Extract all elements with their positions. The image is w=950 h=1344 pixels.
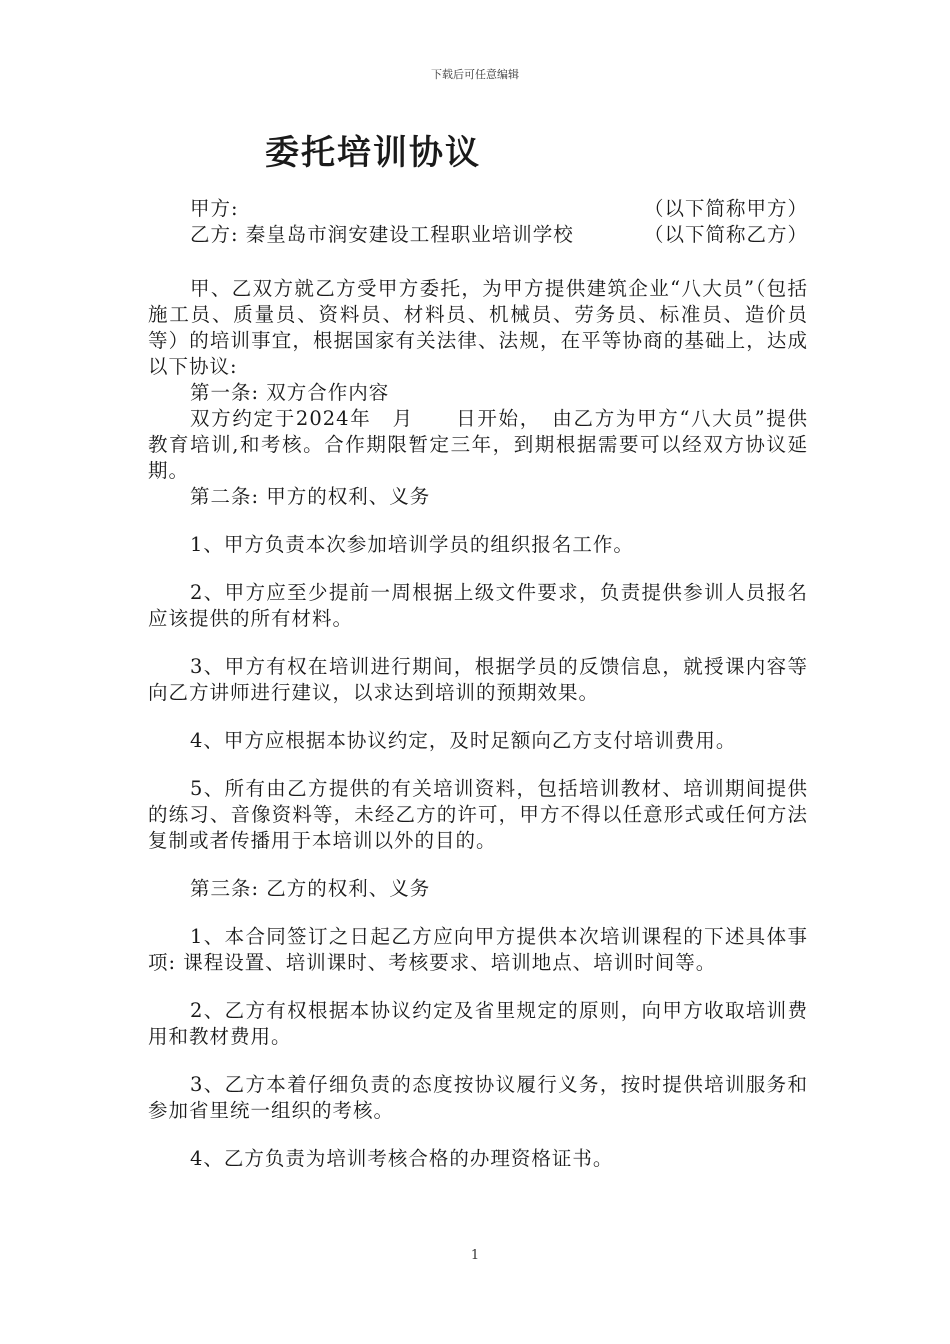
intro-paragraph: 甲、乙双方就乙方受甲方委托，为甲方提供建筑企业“八大员”（包括施工员、质量员、资料员、材料员、机械员、劳务员、标准员、造价员等）的培训事宜，根据国家有关法律、法规，在平等协商的基础上，达成以下协议: [148, 277, 808, 378]
page-number: 1 [470, 1248, 480, 1263]
party-b-label: 乙方: 秦皇岛市润安建设工程职业培训学校 [190, 223, 574, 246]
party-b-note: （以下简称乙方） [643, 223, 808, 246]
party-a-line [148, 196, 808, 222]
article2-item: 3、甲方有权在培训进行期间，根据学员的反馈信息，就授课内容等向乙方讲师进行建议，以求达到培训的预期效果。 [148, 655, 808, 704]
party-a-label: 甲方: [190, 197, 239, 220]
article2-item: 1、甲方负责本次参加培训学员的组织报名工作。 [190, 533, 634, 556]
party-a-note: （以下简称甲方） [643, 197, 808, 220]
article1-heading: 第一条: 双方合作内容 [190, 381, 390, 404]
article1-text: 双方约定于2024年 月 日开始， 由乙方为甲方“八大员”提供教育培训,和考核。合作期限暂定三年，到期根据需要可以经双方协议延期。 [148, 407, 808, 482]
article3-item: 4、乙方负责为培训考核合格的办理资格证书。 [190, 1147, 614, 1170]
article2-item: 2、甲方应至少提前一周根据上级文件要求，负责提供参训人员报名应该提供的所有材料。 [148, 581, 808, 630]
party-b-line [148, 222, 808, 248]
article2-item: 5、所有由乙方提供的有关培训资料，包括培训教材、培训期间提供的练习、音像资料等，未经乙方的许可，甲方不得以任意形式或任何方法复制或者传播用于本培训以外的目的。 [148, 777, 808, 852]
header-note: 下载后可任意编辑 [431, 68, 519, 81]
article3-item: 1、本合同签订之日起乙方应向甲方提供本次培训课程的下述具体事项: 课程设置、培训课时、考核要求、培训地点、培训时间等。 [148, 925, 808, 974]
article3-item: 2、乙方有权根据本协议约定及省里规定的原则，向甲方收取培训费用和教材费用。 [148, 999, 808, 1048]
document-body [148, 196, 808, 1172]
article2-heading: 第二条: 甲方的权利、义务 [190, 485, 431, 508]
article3-item: 3、乙方本着仔细负责的态度按协议履行义务，按时提供培训服务和参加省里统一组织的考核。 [148, 1073, 808, 1122]
document-title: 委托培训协议 [265, 133, 481, 173]
article3-heading: 第三条: 乙方的权利、义务 [190, 877, 431, 900]
article2-item: 4、甲方应根据本协议约定，及时足额向乙方支付培训费用。 [190, 729, 737, 752]
